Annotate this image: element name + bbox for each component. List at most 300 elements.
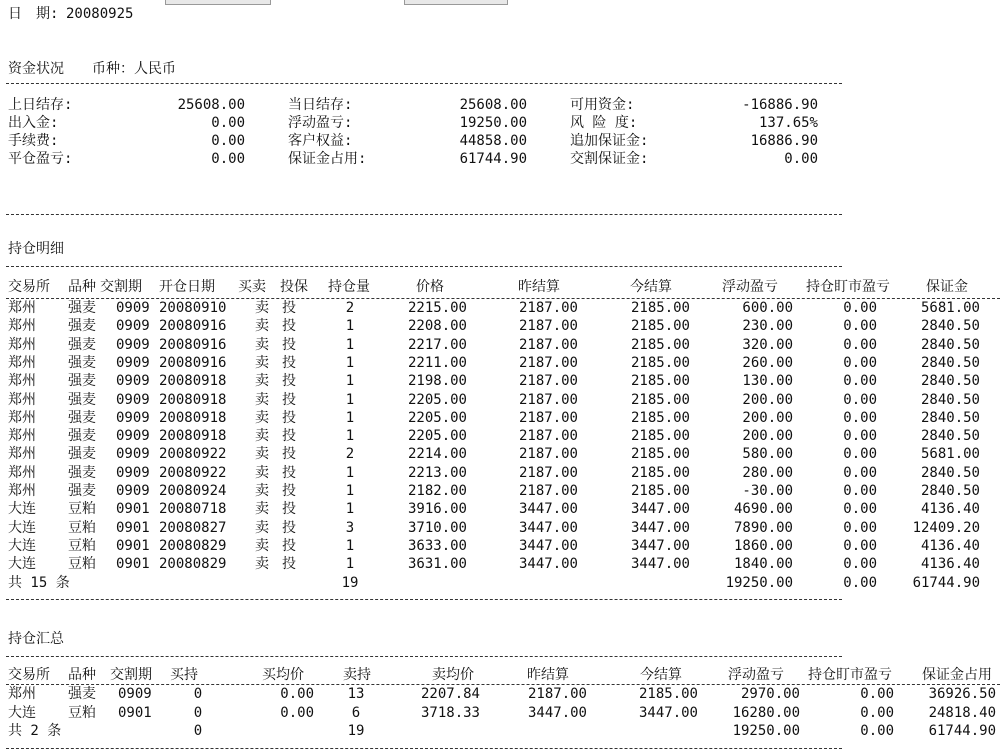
toolbar-button-left[interactable]	[165, 0, 271, 5]
funds-item-label: 当日结存:	[288, 97, 353, 113]
summary-column-header: 今结算	[640, 667, 682, 683]
table-cell: 0.00	[843, 409, 877, 426]
table-cell: 3447.00	[518, 556, 578, 573]
table-cell: 强麦	[68, 464, 96, 481]
table-cell: 0909	[116, 318, 150, 335]
table-cell: 3447.00	[638, 704, 698, 721]
summary-column-header: 买持	[170, 667, 198, 683]
funds-item	[0, 114, 1000, 132]
funds-item-label: 风 险 度:	[570, 115, 638, 131]
table-cell: 投	[282, 391, 296, 408]
table-cell: 0.00	[280, 704, 314, 721]
table-row	[0, 409, 1000, 427]
table-cell: 0.00	[843, 464, 877, 481]
table-cell: 0.00	[843, 446, 877, 463]
table-cell: 投	[282, 446, 296, 463]
summary-column-header: 保证金占用	[922, 667, 992, 683]
table-cell: 投	[282, 556, 296, 573]
table-cell: 卖	[255, 501, 269, 518]
summary-column-header: 卖持	[343, 667, 371, 683]
table-cell: 1	[345, 318, 355, 335]
table-cell: 3718.33	[420, 704, 480, 721]
table-cell: 20080916	[159, 336, 227, 353]
table-cell: 20080827	[159, 519, 227, 536]
table-cell: 20080924	[159, 483, 227, 499]
table-cell: -30.00	[742, 483, 793, 499]
detail-column-header: 开仓日期	[159, 279, 215, 295]
summary-column-header: 交割期	[110, 667, 152, 683]
table-cell: 2840.50	[920, 428, 980, 445]
funds-title: 资金状况	[8, 61, 64, 77]
total-mtm-pl: 0.00	[860, 723, 894, 739]
table-cell: 大连	[8, 537, 36, 554]
table-cell: 0909	[116, 336, 150, 353]
table-cell: 16280.00	[732, 704, 800, 721]
funds-item-value: 137.65%	[758, 115, 818, 131]
table-cell: 200.00	[742, 428, 793, 445]
table-cell: 580.00	[742, 446, 793, 463]
table-cell: 3916.00	[407, 501, 467, 518]
table-row	[0, 372, 1000, 390]
funds-item	[0, 150, 1000, 168]
table-row	[0, 704, 1000, 722]
detail-column-header: 昨结算	[518, 279, 560, 295]
table-cell: 20080922	[159, 464, 227, 481]
table-cell: 0.00	[843, 318, 877, 335]
table-cell: 郑州	[8, 464, 36, 481]
table-cell: 0.00	[860, 686, 894, 702]
table-cell: 郑州	[8, 373, 36, 390]
table-cell: 230.00	[742, 318, 793, 335]
table-cell: 2840.50	[920, 464, 980, 481]
table-cell: 20080916	[159, 318, 227, 335]
table-cell: 12409.20	[912, 519, 980, 536]
table-cell: 卖	[255, 464, 269, 481]
table-cell: 0.00	[843, 391, 877, 408]
table-cell: 36926.50	[928, 686, 996, 702]
table-cell: 2187.00	[518, 428, 578, 445]
table-cell: 5681.00	[920, 446, 980, 463]
table-cell: 20080829	[159, 537, 227, 554]
table-cell: 1	[345, 409, 355, 426]
table-cell: 200.00	[742, 409, 793, 426]
table-cell: 20080918	[159, 373, 227, 390]
detail-column-header: 价格	[416, 279, 444, 295]
table-cell: 0.00	[843, 519, 877, 536]
summary-column-header: 浮动盈亏	[728, 667, 784, 683]
table-row	[0, 519, 1000, 537]
table-cell: 0901	[118, 704, 152, 721]
table-cell: 3447.00	[630, 556, 690, 573]
table-cell: 7890.00	[733, 519, 793, 536]
date-label: 日 期:	[8, 6, 59, 22]
table-cell: 投	[282, 354, 296, 371]
table-cell: 600.00	[742, 300, 793, 316]
table-cell: 1860.00	[733, 537, 793, 554]
total-quantity: 19	[341, 575, 359, 591]
table-cell: 郑州	[8, 446, 36, 463]
table-cell: 卖	[255, 318, 269, 335]
table-cell: 3447.00	[630, 537, 690, 554]
funds-item-value: 61744.90	[459, 151, 527, 167]
table-cell: 强麦	[68, 428, 96, 445]
table-cell: 卖	[255, 537, 269, 554]
table-row	[0, 336, 1000, 354]
table-cell: 2208.00	[407, 318, 467, 335]
table-cell: 0.00	[843, 354, 877, 371]
table-cell: 大连	[8, 556, 36, 573]
table-cell: 2205.00	[407, 409, 467, 426]
table-cell: 2185.00	[630, 428, 690, 445]
table-cell: 2187.00	[518, 446, 578, 463]
table-cell: 卖	[255, 373, 269, 390]
table-cell: 0901	[116, 556, 150, 573]
table-cell: 2185.00	[630, 354, 690, 371]
detail-column-header: 投保	[280, 279, 308, 295]
divider	[6, 656, 842, 657]
table-cell: 2213.00	[407, 464, 467, 481]
table-cell: 1	[345, 483, 355, 499]
table-cell: 2205.00	[407, 428, 467, 445]
funds-item-label: 客户权益:	[288, 133, 353, 149]
table-cell: 0901	[116, 501, 150, 518]
funds-item-value: 0.00	[211, 151, 245, 167]
table-row	[0, 299, 1000, 317]
summary-column-header: 昨结算	[527, 667, 569, 683]
detail-column-header: 品种	[68, 279, 96, 295]
funds-item-label: 保证金占用:	[288, 151, 367, 167]
table-cell: 2215.00	[407, 300, 467, 316]
table-cell: 6	[351, 704, 361, 721]
table-cell: 20080910	[159, 300, 227, 316]
funds-item	[0, 132, 1000, 150]
table-cell: 20080829	[159, 556, 227, 573]
table-cell: 郑州	[8, 409, 36, 426]
table-cell: 投	[282, 318, 296, 335]
table-cell: 2	[345, 300, 355, 316]
table-cell: 卖	[255, 336, 269, 353]
table-cell: 3447.00	[518, 519, 578, 536]
table-cell: 0.00	[860, 704, 894, 721]
table-cell: 2187.00	[518, 318, 578, 335]
table-cell: 2187.00	[518, 354, 578, 371]
table-cell: 0.00	[843, 428, 877, 445]
table-cell: 卖	[255, 428, 269, 445]
funds-item-value: -16886.90	[742, 97, 818, 113]
table-cell: 强麦	[68, 686, 96, 702]
table-cell: 1	[345, 391, 355, 408]
funds-item-label: 平仓盈亏:	[8, 151, 73, 167]
table-cell: 0909	[116, 483, 150, 499]
table-cell: 2185.00	[630, 318, 690, 335]
funds-item-label: 浮动盈亏:	[288, 115, 353, 131]
table-cell: 200.00	[742, 391, 793, 408]
table-cell: 4136.40	[920, 537, 980, 554]
table-cell: 郑州	[8, 354, 36, 371]
table-cell: 0909	[116, 409, 150, 426]
table-cell: 0.00	[843, 300, 877, 316]
table-cell: 2185.00	[630, 373, 690, 390]
table-cell: 0.00	[843, 336, 877, 353]
table-cell: 投	[282, 373, 296, 390]
table-cell: 2187.00	[518, 373, 578, 390]
table-row	[0, 317, 1000, 335]
table-row	[0, 354, 1000, 372]
table-cell: 0.00	[843, 501, 877, 518]
funds-item-value: 25608.00	[177, 97, 245, 113]
table-cell: 2840.50	[920, 354, 980, 371]
table-cell: 4136.40	[920, 501, 980, 518]
table-cell: 强麦	[68, 446, 96, 463]
detail-column-header: 买卖	[238, 279, 266, 295]
table-row	[0, 427, 1000, 445]
detail-column-header: 今结算	[630, 279, 672, 295]
table-cell: 卖	[255, 354, 269, 371]
table-cell: 2187.00	[518, 391, 578, 408]
table-cell: 13	[347, 686, 365, 702]
table-cell: 豆粕	[68, 556, 96, 573]
table-cell: 2187.00	[518, 464, 578, 481]
table-cell: 0.00	[843, 537, 877, 554]
funds-item	[0, 96, 1000, 114]
table-cell: 卖	[255, 446, 269, 463]
total-floating-pl: 19250.00	[725, 575, 793, 591]
table-cell: 1840.00	[733, 556, 793, 573]
divider	[6, 266, 842, 267]
table-cell: 280.00	[742, 464, 793, 481]
table-cell: 20080916	[159, 354, 227, 371]
summary-column-header: 品种	[68, 667, 96, 683]
table-cell: 卖	[255, 391, 269, 408]
funds-item-label: 交割保证金:	[570, 151, 649, 167]
table-cell: 0909	[116, 354, 150, 371]
table-cell: 投	[282, 409, 296, 426]
table-cell: 0909	[116, 300, 150, 316]
table-cell: 3447.00	[630, 519, 690, 536]
total-buy: 0	[193, 723, 203, 739]
table-cell: 20080718	[159, 501, 227, 518]
divider	[6, 748, 842, 749]
table-cell: 2187.00	[518, 336, 578, 353]
table-cell: 24818.40	[928, 704, 996, 721]
table-cell: 豆粕	[68, 704, 96, 721]
table-cell: 2207.84	[420, 686, 480, 702]
table-cell: 郑州	[8, 483, 36, 499]
table-cell: 郑州	[8, 391, 36, 408]
table-cell: 2185.00	[630, 464, 690, 481]
table-cell: 0.00	[843, 483, 877, 499]
table-row	[0, 555, 1000, 573]
table-cell: 0909	[116, 373, 150, 390]
detail-column-header: 交割期	[100, 279, 142, 295]
table-row	[0, 685, 1000, 703]
table-cell: 大连	[8, 501, 36, 518]
table-cell: 2187.00	[518, 300, 578, 316]
table-cell: 强麦	[68, 483, 96, 499]
detail-header-row	[0, 278, 1000, 296]
table-cell: 0	[193, 686, 203, 702]
table-cell: 大连	[8, 704, 36, 721]
table-cell: 3631.00	[407, 556, 467, 573]
table-cell: 强麦	[68, 373, 96, 390]
detail-title: 持仓明细	[8, 241, 64, 257]
funds-item-label: 出入金:	[8, 115, 59, 131]
funds-item-value: 16886.90	[750, 133, 818, 149]
table-cell: 郑州	[8, 336, 36, 353]
table-cell: 强麦	[68, 409, 96, 426]
funds-item-value: 0.00	[211, 133, 245, 149]
table-cell: 卖	[255, 556, 269, 573]
table-cell: 260.00	[742, 354, 793, 371]
table-cell: 投	[282, 300, 296, 316]
table-cell: 0909	[116, 428, 150, 445]
detail-column-header: 交易所	[8, 279, 50, 295]
funds-item-value: 19250.00	[459, 115, 527, 131]
table-cell: 2185.00	[638, 686, 698, 702]
total-label: 共 2 条	[8, 723, 62, 739]
total-margin: 61744.90	[912, 575, 980, 591]
table-cell: 1	[345, 537, 355, 554]
funds-item-label: 可用资金:	[570, 97, 635, 113]
table-cell: 2187.00	[518, 483, 578, 499]
table-cell: 1	[345, 464, 355, 481]
table-cell: 320.00	[742, 336, 793, 353]
table-cell: 郑州	[8, 318, 36, 335]
table-cell: 强麦	[68, 391, 96, 408]
table-cell: 2182.00	[407, 483, 467, 499]
detail-column-header: 持仓量	[328, 279, 370, 295]
table-cell: 2840.50	[920, 409, 980, 426]
table-cell: 1	[345, 501, 355, 518]
summary-column-header: 持仓盯市盈亏	[808, 667, 892, 683]
table-cell: 2185.00	[630, 391, 690, 408]
table-cell: 卖	[255, 519, 269, 536]
table-cell: 郑州	[8, 428, 36, 445]
toolbar-button-right[interactable]	[404, 0, 508, 5]
funds-item-label: 手续费:	[8, 133, 59, 149]
table-cell: 投	[282, 483, 296, 499]
table-cell: 投	[282, 464, 296, 481]
table-cell: 卖	[255, 483, 269, 499]
table-cell: 豆粕	[68, 537, 96, 554]
table-cell: 卖	[255, 300, 269, 316]
table-cell: 0.00	[843, 556, 877, 573]
funds-item-value: 25608.00	[459, 97, 527, 113]
summary-header-row	[0, 666, 1000, 684]
total-row	[0, 722, 1000, 740]
funds-item-value: 44858.00	[459, 133, 527, 149]
table-cell: 5681.00	[920, 300, 980, 316]
funds-item-value: 0.00	[784, 151, 818, 167]
table-cell: 卖	[255, 409, 269, 426]
total-row	[0, 574, 1000, 592]
table-cell: 2185.00	[630, 446, 690, 463]
table-cell: 20080918	[159, 428, 227, 445]
table-cell: 投	[282, 537, 296, 554]
total-sell: 19	[347, 723, 365, 739]
table-cell: 4690.00	[733, 501, 793, 518]
summary-column-header: 卖均价	[432, 667, 474, 683]
table-row	[0, 500, 1000, 518]
table-cell: 1	[345, 373, 355, 390]
table-cell: 2840.50	[920, 336, 980, 353]
currency-label: 币种：人民币	[92, 61, 176, 77]
table-row	[0, 391, 1000, 409]
table-cell: 0901	[116, 519, 150, 536]
table-cell: 2185.00	[630, 409, 690, 426]
table-cell: 强麦	[68, 354, 96, 371]
funds-item-label: 上日结存:	[8, 97, 73, 113]
table-cell: 投	[282, 428, 296, 445]
table-cell: 0909	[116, 446, 150, 463]
table-cell: 3710.00	[407, 519, 467, 536]
table-cell: 郑州	[8, 300, 36, 316]
table-cell: 20080918	[159, 391, 227, 408]
summary-title: 持仓汇总	[8, 631, 64, 647]
table-cell: 2217.00	[407, 336, 467, 353]
table-cell: 130.00	[742, 373, 793, 390]
table-cell: 0.00	[280, 686, 314, 702]
table-cell: 2205.00	[407, 391, 467, 408]
table-cell: 3633.00	[407, 537, 467, 554]
table-cell: 2214.00	[407, 446, 467, 463]
table-cell: 0909	[116, 391, 150, 408]
table-cell: 2970.00	[740, 686, 800, 702]
detail-column-header: 持仓盯市盈亏	[806, 279, 890, 295]
table-cell: 0	[193, 704, 203, 721]
table-row	[0, 482, 1000, 500]
table-row	[0, 464, 1000, 482]
summary-column-header: 买均价	[262, 667, 304, 683]
table-cell: 豆粕	[68, 501, 96, 518]
table-cell: 2198.00	[407, 373, 467, 390]
date-value: 20080925	[66, 6, 134, 22]
table-cell: 4136.40	[920, 556, 980, 573]
table-cell: 1	[345, 336, 355, 353]
table-cell: 大连	[8, 519, 36, 536]
total-floating-pl: 19250.00	[732, 723, 800, 739]
detail-column-header: 保证金	[926, 279, 968, 295]
table-cell: 3	[345, 519, 355, 536]
table-cell: 3447.00	[527, 704, 587, 721]
table-cell: 投	[282, 336, 296, 353]
divider	[6, 599, 842, 600]
divider	[6, 214, 842, 215]
table-cell: 0.00	[843, 373, 877, 390]
table-cell: 2185.00	[630, 483, 690, 499]
table-cell: 郑州	[8, 686, 36, 702]
funds-item-label: 追加保证金:	[570, 133, 649, 149]
table-cell: 强麦	[68, 336, 96, 353]
table-cell: 2185.00	[630, 300, 690, 316]
table-cell: 2185.00	[630, 336, 690, 353]
table-cell: 2840.50	[920, 318, 980, 335]
table-cell: 2840.50	[920, 391, 980, 408]
table-cell: 豆粕	[68, 519, 96, 536]
table-cell: 20080918	[159, 409, 227, 426]
table-cell: 20080922	[159, 446, 227, 463]
table-row	[0, 445, 1000, 463]
table-cell: 2	[345, 446, 355, 463]
table-cell: 2840.50	[920, 373, 980, 390]
table-cell: 强麦	[68, 318, 96, 335]
table-cell: 2840.50	[920, 483, 980, 499]
total-label: 共 15 条	[8, 575, 70, 591]
table-cell: 1	[345, 428, 355, 445]
total-mtm-pl: 0.00	[843, 575, 877, 591]
table-cell: 强麦	[68, 300, 96, 316]
table-cell: 投	[282, 501, 296, 518]
